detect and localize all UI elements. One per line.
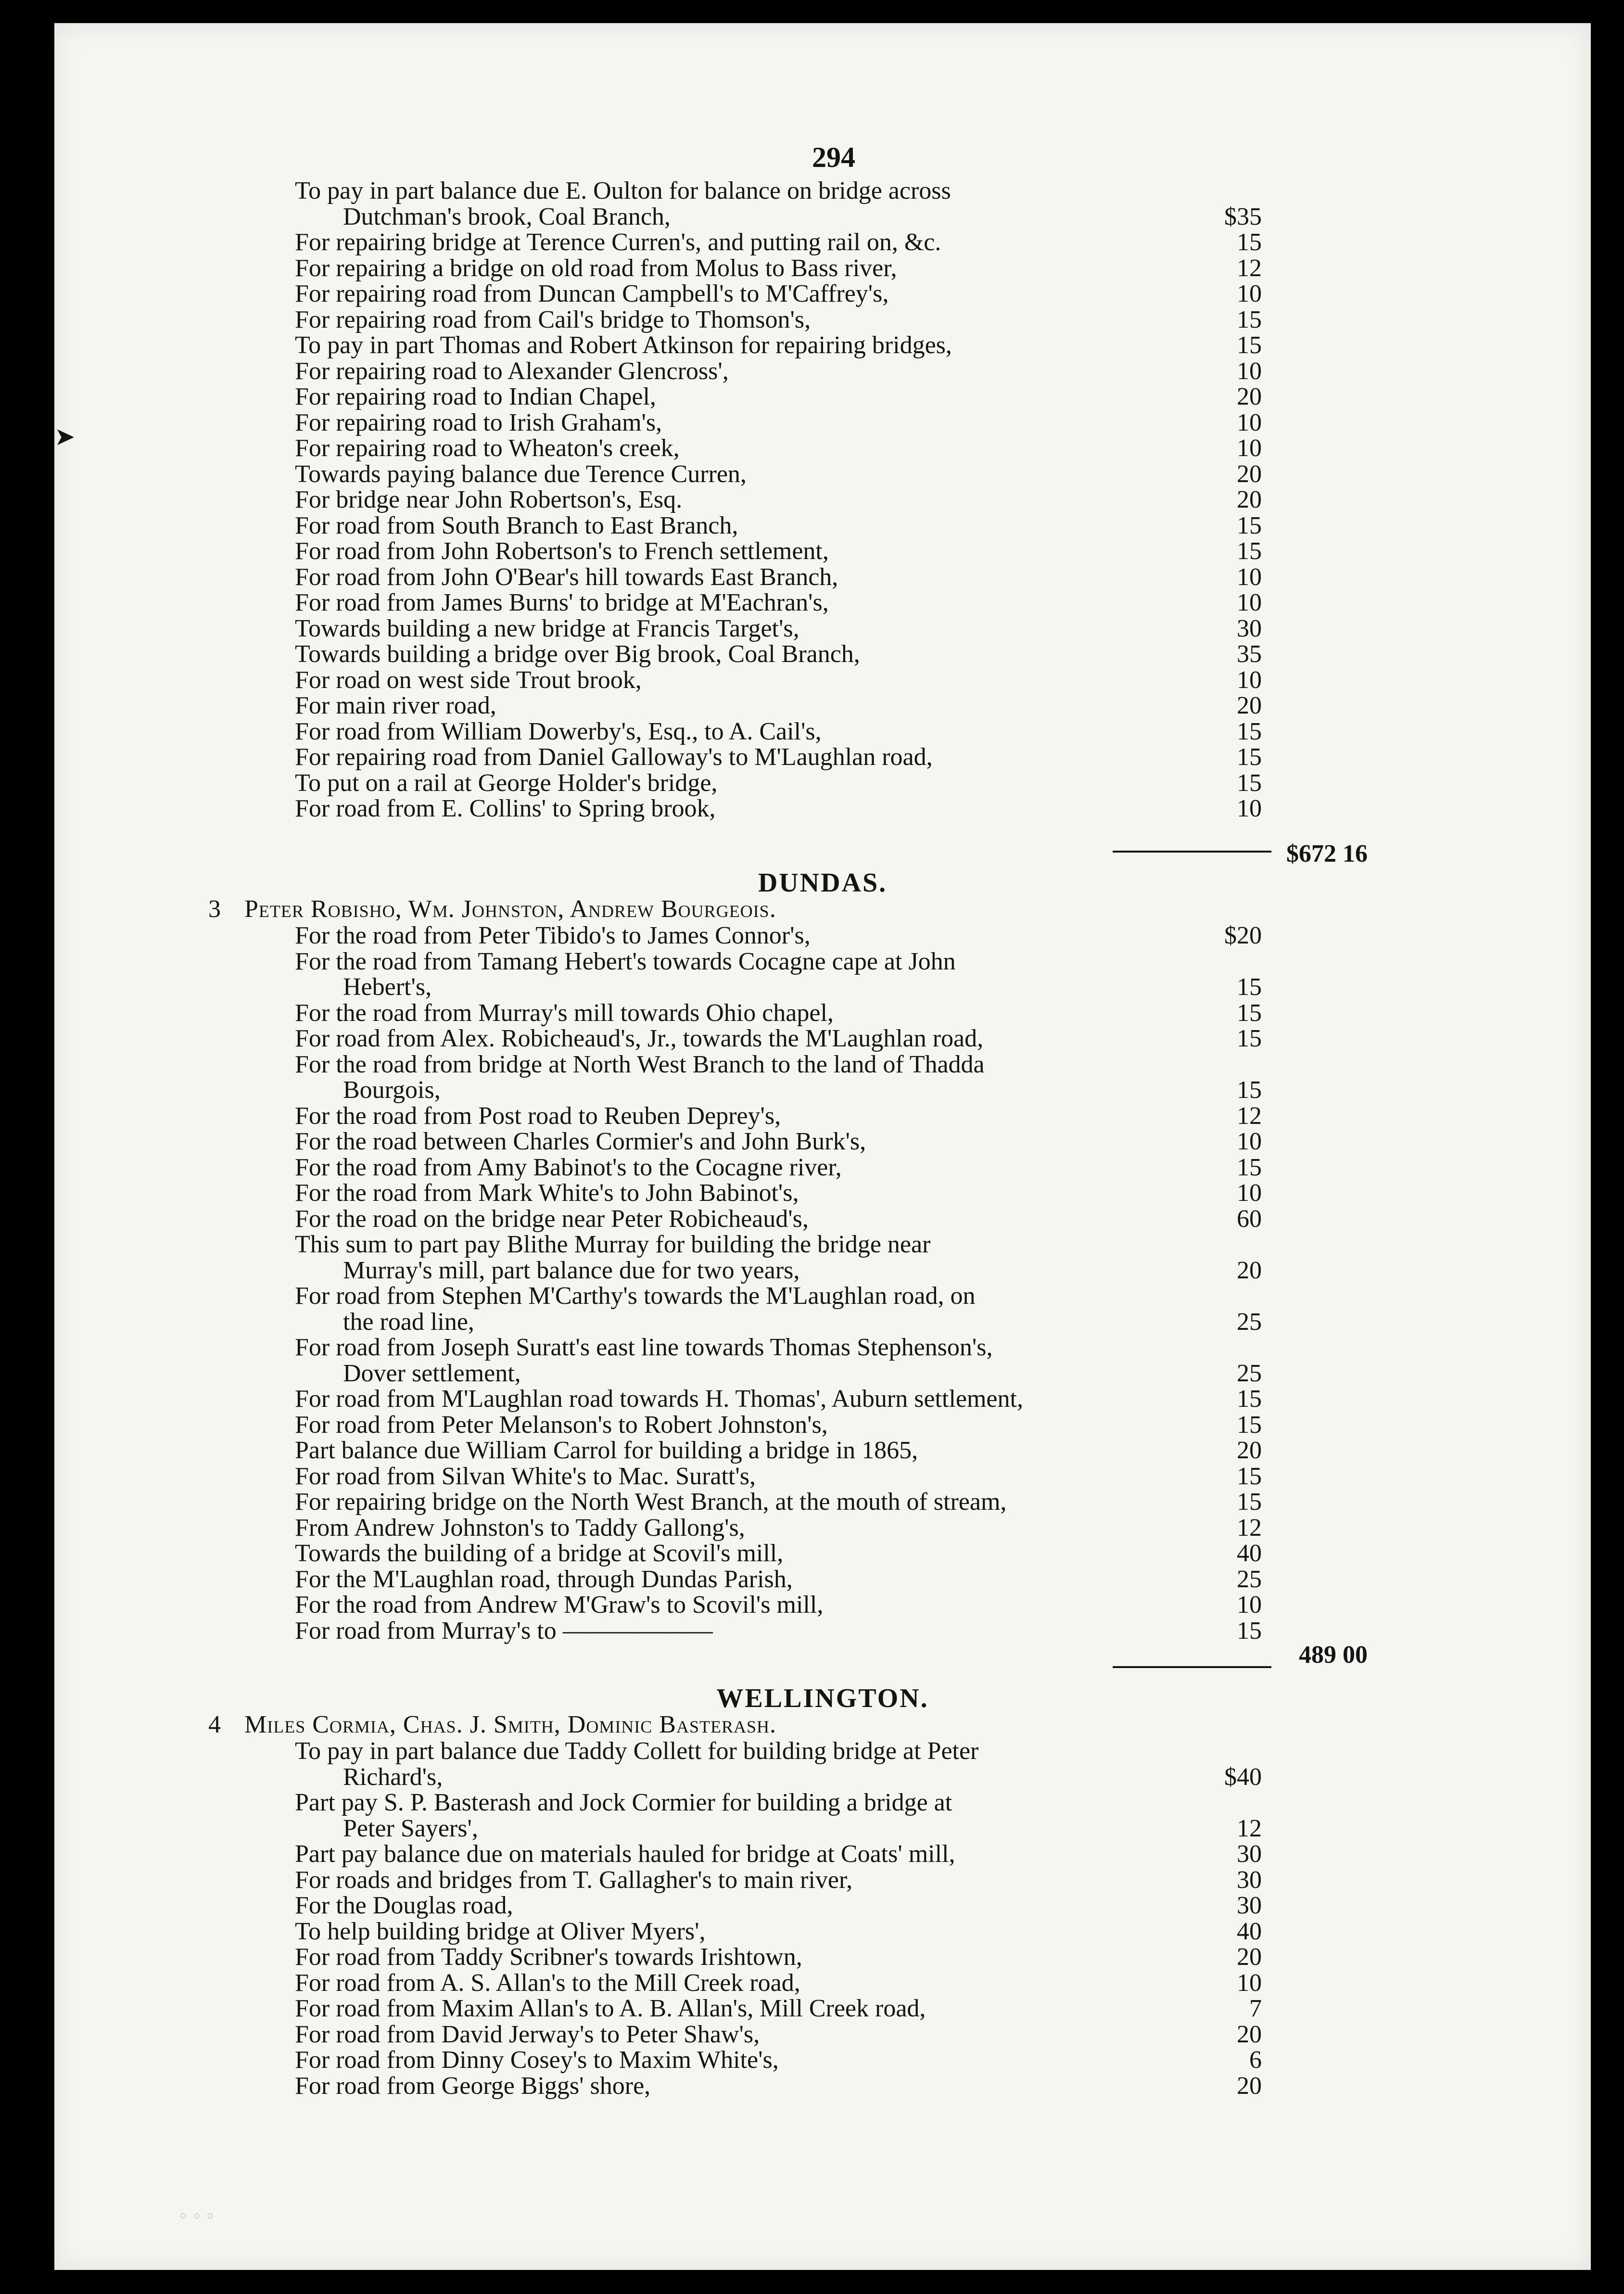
item-amount: 25 [1237,1308,1262,1336]
item-text: For roads and bridges from T. Gallagher's to main river, [295,1866,853,1894]
item-amount: 15 [1237,1411,1262,1439]
item-amount: $40 [1224,1763,1262,1791]
item-text: For road from Stephen M'Carthy's towards the M'Laughlan road, on [295,1282,976,1310]
item-text: For road from South Branch to East Branch, [295,511,738,539]
item-amount: 20 [1237,2072,1262,2100]
item-amount: 10 [1237,1128,1262,1155]
item-text: Towards the building of a bridge at Scovil's mill, [295,1540,784,1567]
item-amount: 15 [1237,331,1262,359]
item-text: Towards paying balance due Terence Curren, [295,460,747,488]
item-amount: 20 [1237,486,1262,513]
item-text: To help building bridge at Oliver Myers', [295,1917,706,1945]
item-text: For road from Dinny Cosey's to Maxim White's, [295,2046,779,2074]
document-page [54,23,1591,2270]
item-amount: 12 [1237,1514,1262,1542]
item-text: For road from David Jerway's to Peter Shaw's, [295,2020,760,2048]
item-amount: $20 [1224,922,1262,949]
section-number: 3 [208,895,221,923]
item-amount: 30 [1237,1892,1262,1919]
item-text: For road from John Robertson's to French settlement, [295,537,829,565]
item-amount: 10 [1237,434,1262,462]
item-amount: 7 [1249,1995,1262,2022]
item-text: For the road from bridge at North West Branch to the land of Thadda [295,1050,985,1078]
item-amount: 20 [1237,383,1262,410]
item-text: This sum to part pay Blithe Murray for building the bridge near [295,1231,931,1258]
item-amount: 20 [1237,1256,1262,1284]
item-text: For road from William Dowerby's, Esq., to A. Cail's, [295,717,822,745]
item-amount: 20 [1237,2020,1262,2048]
item-amount: 30 [1237,614,1262,642]
item-text-continued: the road line, [343,1308,474,1336]
item-text: For repairing road from Cail's bridge to Thomson's, [295,306,811,333]
item-amount: 15 [1237,1488,1262,1516]
item-text: For repairing road to Irish Graham's, [295,408,662,436]
section-members: Peter Robisho, Wm. Johnston, Andrew Bourgeois. [244,895,776,923]
item-amount: 15 [1237,743,1262,771]
item-text-continued: Dover settlement, [343,1359,521,1387]
item-amount: 15 [1237,1385,1262,1413]
item-amount: 15 [1237,973,1262,1001]
page-number: 294 [812,141,855,173]
item-text: For road from Murray's to —————— [295,1617,713,1644]
item-text: For the Douglas road, [295,1892,513,1919]
item-amount: 10 [1237,1969,1262,1997]
item-text: For the road from Andrew M'Graw's to Scovil's mill, [295,1591,824,1619]
item-amount: 30 [1237,1840,1262,1868]
item-amount: 15 [1237,1153,1262,1181]
item-amount: 25 [1237,1359,1262,1387]
item-text: For road from Peter Melanson's to Robert Johnston's, [295,1411,828,1439]
item-text: For the road from Murray's mill towards Ohio chapel, [295,999,834,1027]
item-amount: 20 [1237,692,1262,719]
item-text: For repairing road to Alexander Glencross', [295,357,729,385]
section-heading: DUNDAS. [758,868,888,898]
item-text: To pay in part balance due Taddy Collett for building bridge at Peter [295,1737,979,1765]
item-text: For road from E. Collins' to Spring brook, [295,795,716,822]
item-amount: 10 [1237,563,1262,591]
bleed-through-mark: ◦ ◦ ◦ [179,2203,214,2228]
item-amount: 15 [1237,769,1262,797]
section-heading: WELLINGTON. [716,1683,929,1713]
item-text: Towards building a new bridge at Francis Target's, [295,614,799,642]
item-text: For road from John O'Bear's hill towards East Branch, [295,563,838,591]
item-amount: 15 [1237,511,1262,539]
item-amount: 15 [1237,1076,1262,1104]
item-text: For road from Joseph Suratt's east line towards Thomas Stephenson's, [295,1334,993,1361]
item-amount: 20 [1237,460,1262,488]
item-amount: 15 [1237,306,1262,333]
item-text: Part pay S. P. Basterash and Jock Cormier for building a bridge at [295,1789,952,1816]
item-amount: 40 [1237,1917,1262,1945]
item-amount: 60 [1237,1205,1262,1233]
item-amount: 6 [1249,2046,1262,2074]
item-text: For repairing road to Wheaton's creek, [295,434,680,462]
item-amount: 12 [1237,1102,1262,1130]
margin-mark-icon: ➤ [54,423,76,451]
item-text: For the road from Peter Tibido's to James Connor's, [295,922,811,949]
item-text: For the road from Post road to Reuben Deprey's, [295,1102,781,1130]
item-text-continued: Bourgois, [343,1076,441,1104]
item-text: To pay in part Thomas and Robert Atkinson for repairing bridges, [295,331,952,359]
item-text: For road from James Burns' to bridge at M'Eachran's, [295,589,829,616]
item-text: For main river road, [295,692,496,719]
item-amount: 12 [1237,254,1262,282]
item-text: For the road on the bridge near Peter Robicheaud's, [295,1205,809,1233]
item-amount: 25 [1237,1565,1262,1593]
item-text: From Andrew Johnston's to Taddy Gallong's, [295,1514,745,1542]
item-text: For road from A. S. Allan's to the Mill Creek road, [295,1969,800,1997]
item-amount: 15 [1237,537,1262,565]
item-text-continued: Hebert's, [343,973,432,1001]
item-amount: 15 [1237,1025,1262,1052]
item-text: For the M'Laughlan road, through Dundas Parish, [295,1565,793,1593]
item-text: Towards building a bridge over Big brook, Coal Branch, [295,640,860,668]
item-text-continued: Richard's, [343,1763,443,1791]
section-total: 489 00 [1299,1641,1368,1669]
item-text: To pay in part balance due E. Oulton for balance on bridge across [295,177,951,204]
item-amount: 20 [1237,1437,1262,1464]
item-text: For bridge near John Robertson's, Esq. [295,486,683,513]
item-text-continued: Dutchman's brook, Coal Branch, [343,203,671,230]
item-amount: 15 [1237,1462,1262,1490]
item-amount: 10 [1237,280,1262,307]
item-text: For the road between Charles Cormier's and John Burk's, [295,1128,866,1155]
item-amount: 15 [1237,999,1262,1027]
section-number: 4 [208,1711,221,1738]
item-text: For the road from Amy Babinot's to the Cocagne river, [295,1153,842,1181]
item-text: To put on a rail at George Holder's bridge, [295,769,718,797]
item-amount: 10 [1237,589,1262,616]
item-text: For road from Taddy Scribner's towards Irishtown, [295,1943,802,1971]
item-text: For repairing bridge on the North West Branch, at the mouth of stream, [295,1488,1007,1516]
item-text: For repairing a bridge on old road from Molus to Bass river, [295,254,897,282]
item-amount: 10 [1237,795,1262,822]
item-text-continued: Peter Sayers', [343,1814,478,1842]
item-amount: 15 [1237,229,1262,256]
item-text: For repairing road to Indian Chapel, [295,383,656,410]
item-amount: 10 [1237,1591,1262,1619]
item-text: For road from Maxim Allan's to A. B. Allan's, Mill Creek road, [295,1995,926,2022]
item-amount: 15 [1237,1617,1262,1644]
item-text: For repairing road from Duncan Campbell's to M'Caffrey's, [295,280,889,307]
item-amount: 10 [1237,666,1262,694]
item-text: Part pay balance due on materials hauled for bridge at Coats' mill, [295,1840,955,1868]
item-amount: 20 [1237,1943,1262,1971]
item-amount: 15 [1237,717,1262,745]
item-amount: 10 [1237,357,1262,385]
item-amount: 30 [1237,1866,1262,1894]
item-amount: 10 [1237,1179,1262,1207]
item-amount: $35 [1224,203,1262,230]
item-text: For road from Silvan White's to Mac. Suratt's, [295,1462,756,1490]
item-text: For the road from Mark White's to John Babinot's, [295,1179,799,1207]
item-text: Part balance due William Carrol for building a bridge in 1865, [295,1437,918,1464]
item-amount: 12 [1237,1814,1262,1842]
item-text: For road from George Biggs' shore, [295,2072,651,2100]
section-total: $672 16 [1286,840,1368,867]
item-amount: 40 [1237,1540,1262,1567]
item-amount: 35 [1237,640,1262,668]
item-text: For the road from Tamang Hebert's towards Cocagne cape at John [295,947,956,975]
item-text: For repairing road from Daniel Galloway's to M'Laughlan road, [295,743,933,771]
item-text: For road on west side Trout brook, [295,666,642,694]
item-text-continued: Murray's mill, part balance due for two years, [343,1256,800,1284]
item-amount: 10 [1237,408,1262,436]
item-text: For road from M'Laughlan road towards H. Thomas', Auburn settlement, [295,1385,1023,1413]
item-text: For road from Alex. Robicheaud's, Jr., towards the M'Laughlan road, [295,1025,984,1052]
section-members: Miles Cormia, Chas. J. Smith, Dominic Basterash. [244,1711,777,1738]
item-text: For repairing bridge at Terence Curren's, and putting rail on, &c. [295,229,941,256]
